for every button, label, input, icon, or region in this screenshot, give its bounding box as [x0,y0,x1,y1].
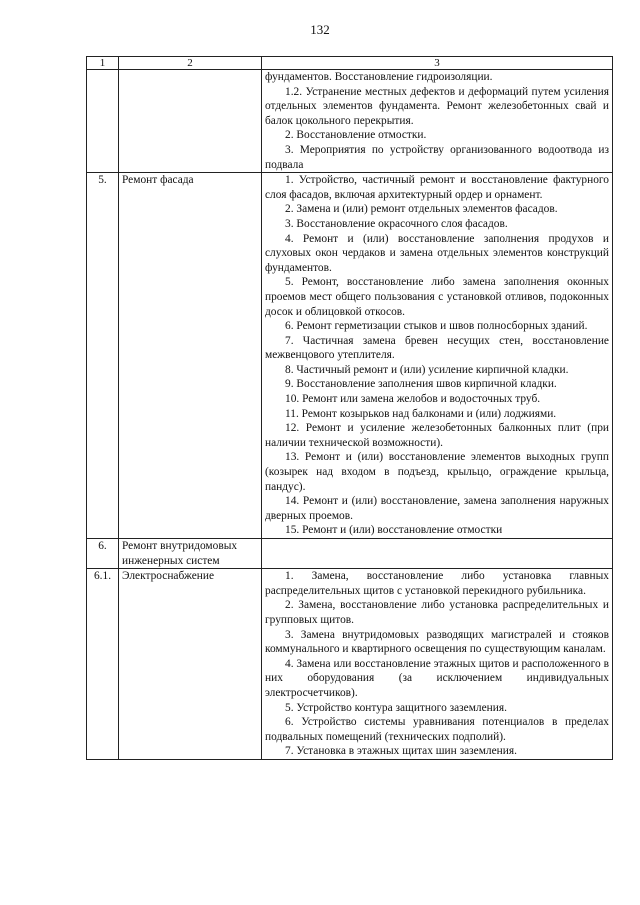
work-item: 2. Восстановление отмостки. [285,129,427,142]
work-item: 15. Ремонт и (или) восстановление отмостки [285,524,503,537]
work-item: 4. Ремонт и (или) восстановление заполнения продухов и слуховых окон чердаков и замена отдельных элементов конструкций фундаментов. [265,232,609,274]
work-item: 1. Устройство, частичный ремонт и восстановление фактурного слоя фасадов, включая архитектурный ордер и орнамент. [265,174,609,201]
work-item: 3. Замена внутридомовых разводящих магистралей и стояков коммунального и квартирного освещения по существующим каналам. [265,628,609,656]
work-item: 6. Ремонт герметизации стыков и швов полносборных зданий. [285,320,588,333]
column-header-1: 1 [87,57,119,70]
work-item: 13. Ремонт и (или) восстановление элементов выходных групп (козырек над входом в подъезд, крыльцо, ограждение крыльца, пандус). [265,451,609,493]
row-number: 6. [87,539,119,569]
table-row [87,173,613,539]
works-table [86,56,613,760]
table-row [87,569,613,760]
work-item: 2. Замена, восстановление либо установка распределительных и групповых щитов. [265,599,609,626]
work-item: 3. Мероприятия по устройству организованного водоотвода из подвала [265,143,609,171]
work-list [262,173,613,539]
work-item: 14. Ремонт и (или) восстановление, замена заполнения наружных дверных проемов. [265,495,609,522]
work-item: 3. Восстановление окрасочного слоя фасадов. [285,217,508,230]
work-item: 1. Замена, восстановление либо установка главных распределительных щитов с установкой перекидного рубильника. [265,570,609,597]
column-header-2: 2 [119,57,262,70]
work-item: 1.2. Устранение местных дефектов и деформаций путем усиления отдельных элементов фундамента. Ремонт железобетонных свай и балок цокольного перекрытия. [265,85,609,127]
table-row [87,70,613,173]
work-item: 10. Ремонт или замена желобов и водосточных труб. [285,393,541,406]
continued-text: фундаментов. Восстановление гидроизоляции. [265,71,493,83]
work-type [119,70,262,173]
work-list [262,70,613,173]
work-item: 8. Частичный ремонт и (или) усиление кирпичной кладки. [285,363,569,376]
work-item: 5. Устройство контура защитного заземления. [285,701,507,714]
row-number [87,70,119,173]
row-number: 6.1. [87,569,119,760]
work-item: 7. Установка в этажных щитах шин заземления. [285,745,517,758]
work-list [262,569,613,760]
work-item: 4. Замена или восстановление этажных щитов и расположенного в них оборудования (за исключением индивидуальных электросчетчиков). [265,657,609,699]
work-type: Электроснабжение [119,569,262,760]
work-item: 2. Замена и (или) ремонт отдельных элементов фасадов. [285,203,558,216]
page-number: 132 [310,22,330,37]
work-type: Ремонт фасада [119,173,262,539]
table-row [87,539,613,569]
work-item: 11. Ремонт козырьков над балконами и (или) лоджиями. [285,407,557,420]
work-item: 5. Ремонт, восстановление либо замена заполнения оконных проемов мест общего пользования с установкой отливов, подоконных досок и облицовкой откосов. [265,276,609,318]
work-item: 6. Устройство системы уравнивания потенциалов в пределах подвальных помещений (технических подполий). [265,716,609,743]
work-item: 7. Частичная замена бревен несущих стен, восстановление межвенцового утеплителя. [265,334,609,362]
table-header-row [87,57,613,70]
work-item: 9. Восстановление заполнения швов кирпичной кладки. [285,378,557,391]
work-type: Ремонт внутридомовых инженерных систем [119,539,262,569]
column-header-3: 3 [262,57,613,70]
work-item: 12. Ремонт и усиление железобетонных балконных плит (при наличии технической возможности). [265,422,609,449]
work-list [262,539,613,569]
row-number: 5. [87,173,119,539]
